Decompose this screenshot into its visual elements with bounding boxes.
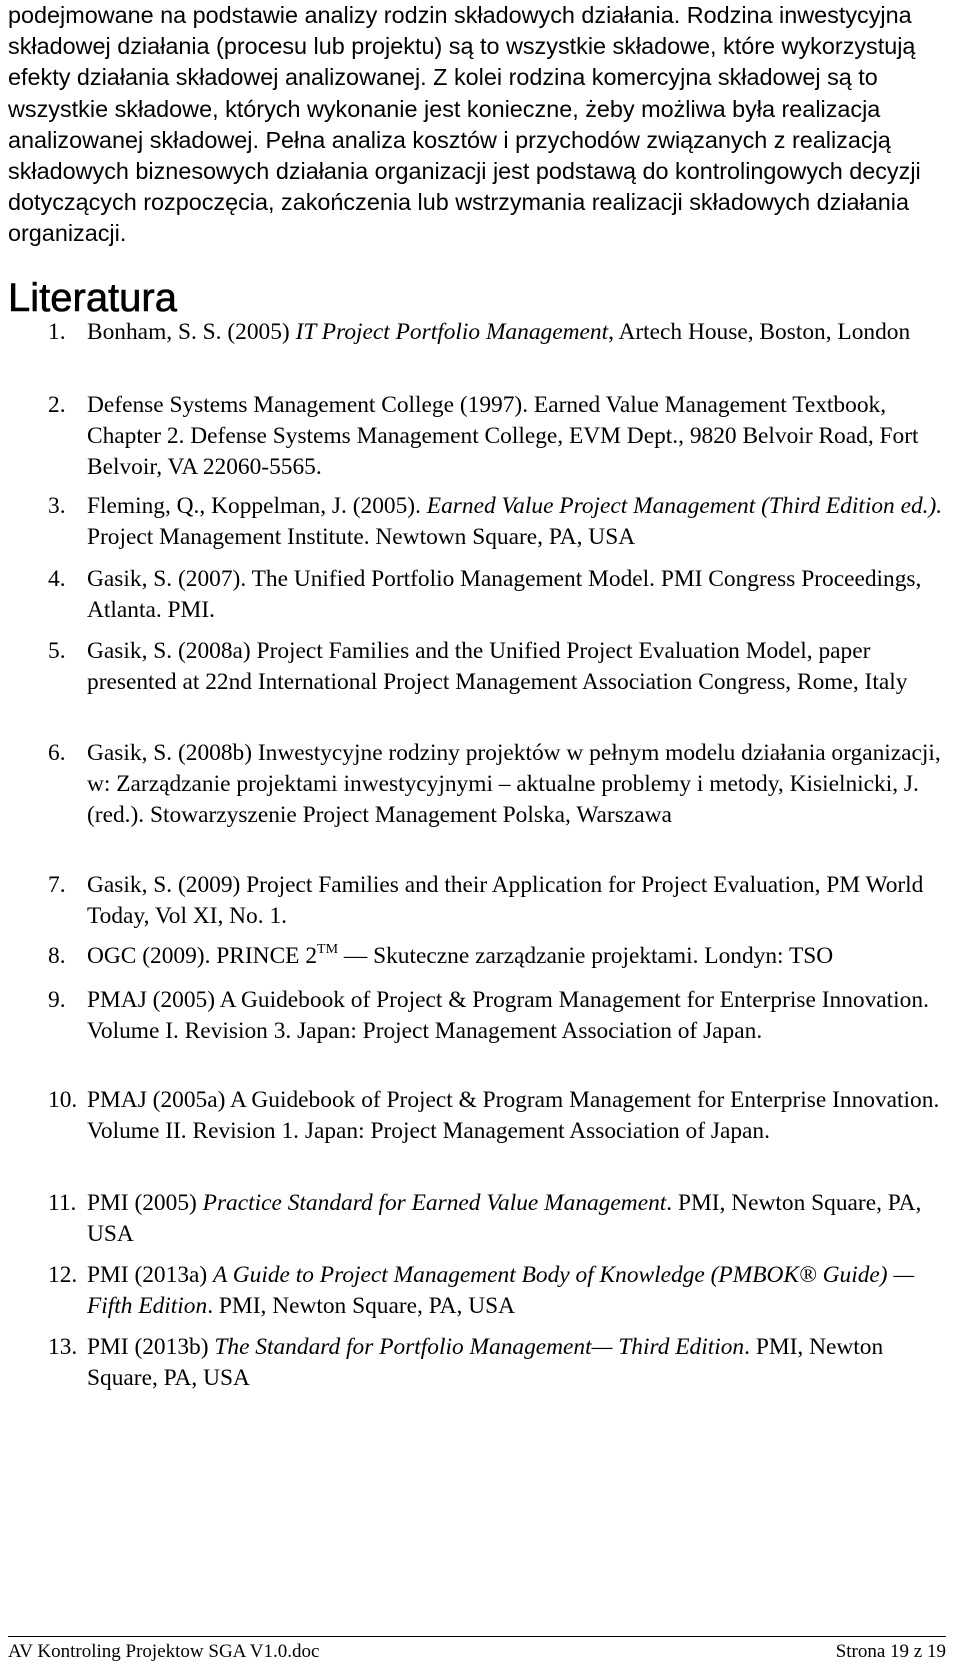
- reference-text: Gasik, S. (2008a) Project Families and the Unified Project Evaluation Model, paper presented at 22nd International Project Management Association Congress, Rome, Italy: [87, 638, 908, 696]
- reference-item: [48, 738, 948, 832]
- reference-item: [48, 564, 948, 626]
- reference-item: [48, 491, 948, 553]
- reference-text-tail: — Skuteczne zarządzanie projektami. Londyn: TSO: [338, 943, 834, 969]
- reference-number: 7.: [48, 872, 66, 898]
- reference-title: Earned Value Project Management (Third Edition ed.).: [426, 493, 943, 519]
- reference-item: [48, 1188, 948, 1250]
- reference-text: PMI (2013b): [87, 1334, 215, 1360]
- reference-text: PMAJ (2005a) A Guidebook of Project & Program Management for Enterprise Innovation. Volume II. Revision 1. Japan: Project Management Association of Japan.: [87, 1087, 940, 1145]
- reference-number: 13.: [48, 1334, 78, 1360]
- reference-text: PMAJ (2005) A Guidebook of Project & Program Management for Enterprise Innovation. Volume I. Revision 3. Japan: Project Management Association of Japan.: [87, 987, 929, 1045]
- reference-item: [48, 870, 948, 932]
- trademark-superscript: TM: [317, 942, 339, 957]
- reference-number: 11.: [48, 1190, 77, 1216]
- reference-text-tail: . PMI, Newton Square, PA, USA: [87, 1334, 884, 1392]
- section-heading: Literatura: [8, 276, 177, 320]
- reference-item: [48, 941, 948, 972]
- reference-item: [48, 1085, 948, 1147]
- reference-number: 5.: [48, 638, 66, 664]
- reference-number: 9.: [48, 987, 66, 1013]
- reference-number: 4.: [48, 566, 66, 592]
- reference-number: 12.: [48, 1262, 78, 1288]
- footer-divider: [8, 1636, 946, 1637]
- reference-text: Gasik, S. (2007). The Unified Portfolio Management Model. PMI Congress Proceedings, Atlanta. PMI.: [87, 566, 922, 624]
- reference-text-tail: , Artech House, Boston, London: [608, 319, 911, 345]
- reference-text: PMI (2013a): [87, 1262, 214, 1288]
- reference-item: [48, 317, 948, 348]
- reference-text-tail: . PMI, Newton Square, PA, USA: [87, 1190, 922, 1248]
- reference-number: 6.: [48, 740, 66, 766]
- reference-item: [48, 636, 948, 698]
- reference-item: [48, 1260, 948, 1322]
- reference-text: Fleming, Q., Koppelman, J. (2005).: [87, 493, 427, 519]
- reference-number: 3.: [48, 493, 66, 519]
- reference-text: Gasik, S. (2008b) Inwestycyjne rodziny projektów w pełnym modelu działania organizacji, w: Zarządzanie projektami inwestycyjnymi – aktualne problemy i metody, Kisielnicki, J. (red.). Stowarzyszenie Project Management Polska, Warszawa: [87, 740, 941, 829]
- reference-title: Practice Standard for Earned Value Management: [202, 1190, 667, 1216]
- footer-document-name: AV Kontroling Projektow SGA V1.0.doc: [8, 1641, 320, 1662]
- reference-item: [48, 985, 948, 1047]
- reference-number: 8.: [48, 943, 66, 969]
- reference-title: IT Project Portfolio Management: [295, 319, 609, 345]
- reference-item: [48, 390, 948, 484]
- reference-number: 2.: [48, 392, 66, 418]
- reference-number: 10.: [48, 1087, 78, 1113]
- reference-item: [48, 1332, 948, 1394]
- reference-text-tail: Project Management Institute. Newtown Square, PA, USA: [87, 524, 636, 551]
- reference-title: The Standard for Portfolio Management— Third Edition: [214, 1334, 745, 1360]
- reference-text: Gasik, S. (2009) Project Families and their Application for Project Evaluation, PM World Today, Vol XI, No. 1.: [87, 872, 924, 930]
- reference-text-tail: . PMI, Newton Square, PA, USA: [207, 1293, 515, 1320]
- reference-text: Bonham, S. S. (2005): [87, 319, 296, 345]
- reference-text: OGC (2009). PRINCE 2: [87, 943, 318, 969]
- intro-paragraph: podejmowane na podstawie analizy rodzin składowych działania. Rodzina inwestycyjna składowej działania (procesu lub projektu) są to wszystkie składowe, które wykorzystują efekty działania składowej analizowanej. Z kolei rodzina komercyjna składowej są to wszystkie składowe, których wykonanie jest konieczne, żeby możliwa była realizacja analizowanej składowej. Pełna analiza kosztów i przychodów związanych z realizacją składowych biznesowych działania organizacji jest podstawą do kontrolingowych decyzji dotyczących rozpoczęcia, zakończenia lub wstrzymania realizacji składowych działania organizacji.: [8, 2, 921, 247]
- footer-page-number: Strona 19 z 19: [835, 1641, 946, 1662]
- reference-text: Defense Systems Management College (1997). Earned Value Management Textbook, Chapter 2. Defense Systems Management College, EVM Dept., 9820 Belvoir Road, Fort Belvoir, VA 22060-5565.: [87, 392, 919, 481]
- reference-text: PMI (2005): [87, 1190, 203, 1216]
- reference-title: A Guide to Project Management Body of Knowledge (PMBOK® Guide) — Fifth Edition: [87, 1262, 915, 1320]
- reference-number: 1.: [48, 319, 66, 345]
